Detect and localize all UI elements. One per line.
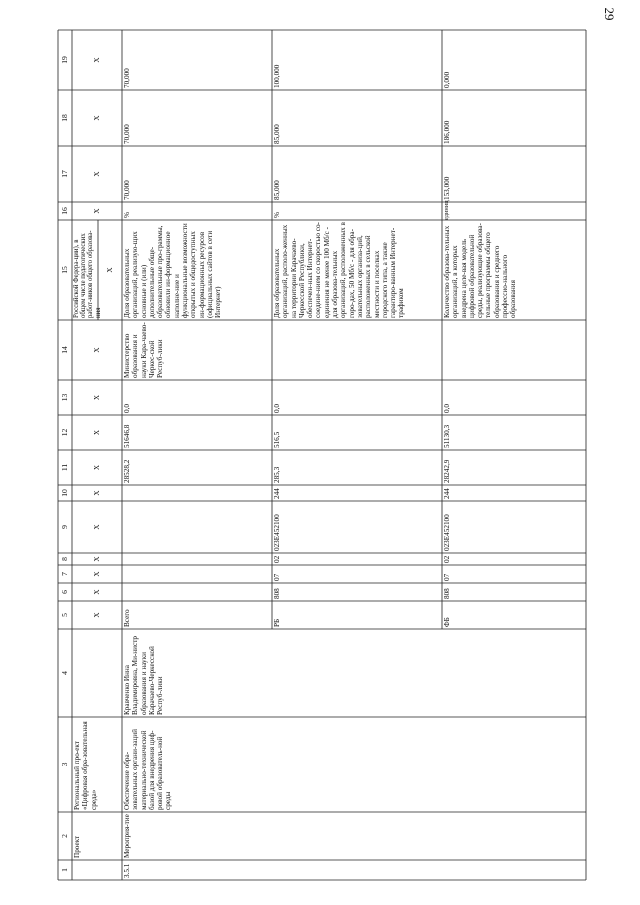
col-header-16: 16 xyxy=(59,207,69,215)
budget-table xyxy=(58,30,586,880)
total-2025: 0,0 xyxy=(123,404,131,413)
rb-2023: 285,3 xyxy=(273,466,281,483)
col-header-15: 15 xyxy=(59,266,69,274)
indicator-2-2025: 100,000 xyxy=(273,64,281,88)
col-header-18: 18 xyxy=(59,114,69,122)
col-header-7: 7 xyxy=(59,572,69,576)
col-header-13: 13 xyxy=(59,393,69,402)
total-2023: 28528,2 xyxy=(123,459,131,483)
project-x-16: X xyxy=(92,208,101,214)
col-header-9: 9 xyxy=(59,525,69,529)
rb-grbs: 808 xyxy=(273,588,281,599)
project-x-8: X xyxy=(92,556,101,562)
col-header-8: 8 xyxy=(59,557,69,561)
rb-vr: 244 xyxy=(273,488,281,499)
project-x-12: X xyxy=(92,429,101,436)
project-x-11: X xyxy=(92,464,101,471)
fb-2025: 0,0 xyxy=(443,404,451,413)
project-x-19: X xyxy=(92,57,101,63)
rb-2024: 516,5 xyxy=(273,431,281,448)
measure-type: Мероприя-тие xyxy=(123,814,131,858)
fb-2023: 28242,9 xyxy=(443,459,451,483)
col-header-11: 11 xyxy=(59,463,69,472)
project-x-17: X xyxy=(92,171,101,177)
rb-rz: 07 xyxy=(273,573,281,581)
total-label: Всего xyxy=(123,609,131,627)
rb-pr: 02 xyxy=(273,555,281,563)
fb-vr: 244 xyxy=(443,488,451,499)
project-name: Региональный про-ект «Цифровая обра-зовательная среда» xyxy=(73,721,98,810)
col-header-2: 2 xyxy=(59,834,69,838)
col-header-17: 17 xyxy=(59,170,69,178)
indicator-1-unit: % xyxy=(123,212,131,218)
fb-label: ФБ xyxy=(443,617,451,627)
fb-pr: 02 xyxy=(443,555,451,563)
col-header-12: 12 xyxy=(59,428,69,437)
col-header-3: 3 xyxy=(59,762,69,767)
indicator-2-unit: % xyxy=(273,212,281,218)
indicator-3-2024: 186,000 xyxy=(443,120,451,144)
fb-2024: 51130,3 xyxy=(443,424,451,448)
project-type: Проект xyxy=(73,835,81,858)
rb-2025: 0,0 xyxy=(273,404,281,413)
project-x-5: X xyxy=(92,612,101,618)
col-header-6: 6 xyxy=(59,590,69,594)
indicator-2-2024: 85,000 xyxy=(273,124,281,144)
indicator-3: Количество образова-тельных организаций, в которых внедрена целе-вая модель цифровой образовательной среды, реализующие образова-тельные программы общего образования и среднего профессио-нального образования xyxy=(443,223,518,318)
project-x-6: X xyxy=(92,589,101,595)
page-number: 29 xyxy=(602,7,617,21)
project-x-18: X xyxy=(92,115,101,121)
project-x-9: X xyxy=(92,524,101,530)
project-x-15: X xyxy=(105,267,114,273)
fb-grbs: 808 xyxy=(443,588,451,599)
col-header-14: 14 xyxy=(59,346,69,354)
col-header-19: 19 xyxy=(59,56,69,64)
indicator-1-2024: 70,000 xyxy=(123,124,131,144)
col-header-4: 4 xyxy=(59,671,69,675)
indicator-2-2023: 85,000 xyxy=(273,180,281,200)
rb-label: РБ xyxy=(273,618,281,627)
fb-rz: 07 xyxy=(443,573,451,581)
col-header-5: 5 xyxy=(59,613,69,617)
executor: Министерство образования и науки Кара-чаево-Черкес-ской Респуб-лики xyxy=(123,322,165,378)
indicator-3-unit: единиц xyxy=(443,200,450,220)
indicator-1-2025: 70,000 xyxy=(123,68,131,88)
project-x-14: X xyxy=(92,347,101,353)
indicator-1-2023: 70,000 xyxy=(123,180,131,200)
indicator-3-2025: 0,000 xyxy=(443,71,451,88)
project-x-10: X xyxy=(92,490,101,496)
project-x-7: X xyxy=(92,571,101,577)
project-indicator-text: Российской Федера-ции), в общем числе педагогических работ-ников общего образова-ния xyxy=(73,230,102,318)
fb-csr: 023E452100 xyxy=(443,514,451,551)
indicator-2: Доля образовательных организаций, располо-женных на территории Карачаево-Черкесской Республики, обеспечен-ных Интернет-соедине-нием со скоростью со-единения не менее 100 Мб/с - для образова-тельных организаций, расположенных в горо-дах, 50 Мб/с - для обра-зовательных организа-ций, расположенных в сельской местности и поселках городского типа, а также гарантиро-ванным Интернет-трафиком xyxy=(273,222,406,318)
measure-responsible: Кравченко Инна Владимировна, Ми-нистр образования и науки Карачаево-Черкесской Респуб-лики xyxy=(123,635,165,715)
measure-name: Обеспечение обра-зовательных органи-заций материально-технической базой для внедрения циф-ровой образователь-ной среды xyxy=(123,729,173,810)
project-x-13: X xyxy=(92,394,101,401)
indicator-3-2023: 153,000 xyxy=(443,176,451,200)
col-header-1: 1 xyxy=(59,868,69,872)
indicator-1: Доля образовательных организаций, реализую-щих основные и (или) дополнительные обще-образовательные про-граммы, обновили ин-формационное наполне-ние и функциональные возможности открытых и общедоступных ин-формационных ресурсов (официальных сайтов в сети Интернет) xyxy=(123,223,223,318)
measure-number: 3.5.1 xyxy=(123,863,131,878)
col-header-10: 10 xyxy=(59,489,69,497)
rb-csr: 023E452100 xyxy=(273,514,281,551)
total-2024: 51646,8 xyxy=(123,424,131,448)
